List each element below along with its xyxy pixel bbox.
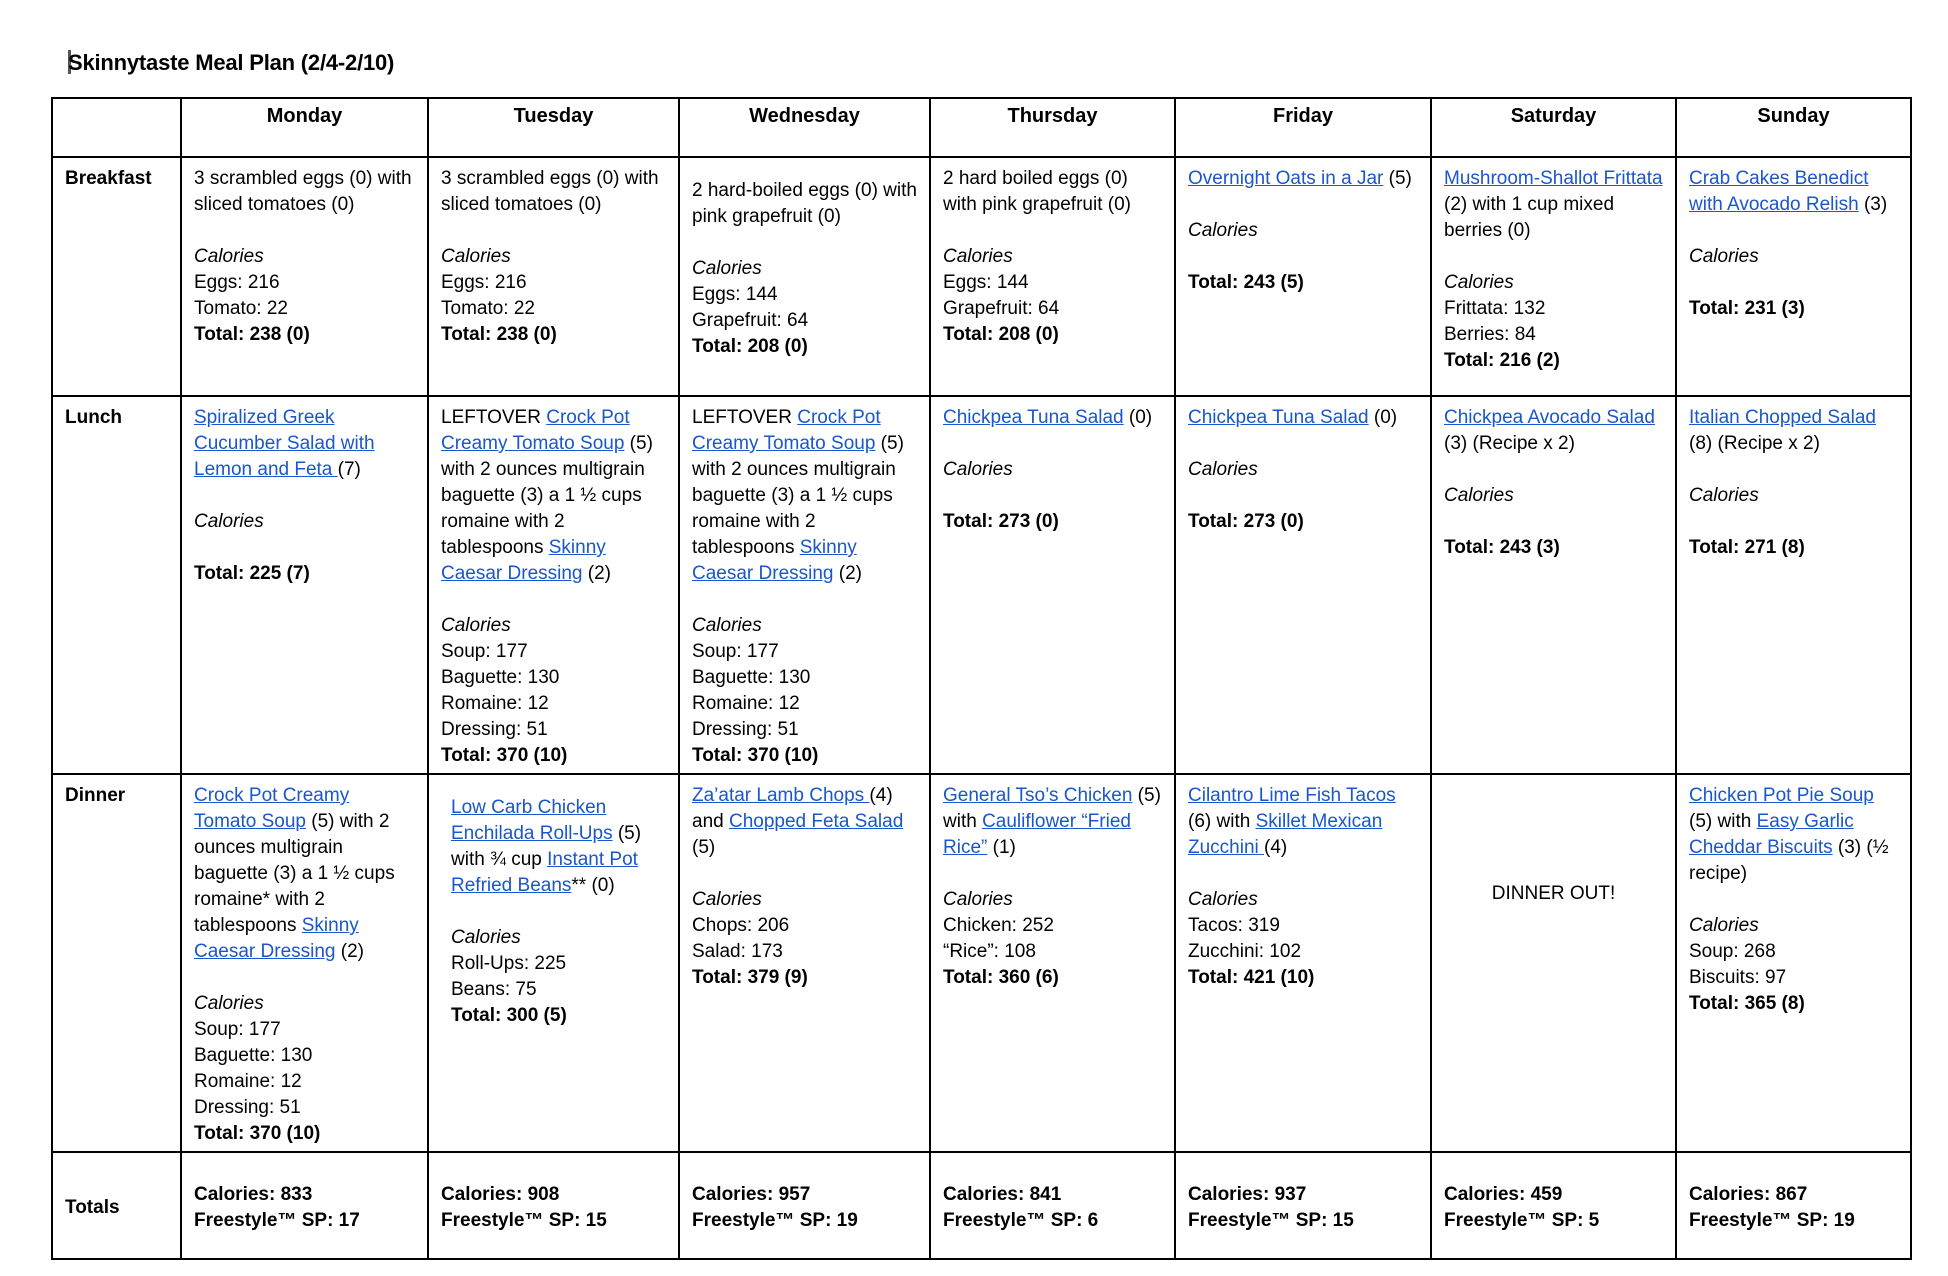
corner-cell (52, 98, 181, 157)
breakfast-friday (1175, 157, 1431, 396)
calories-label: Calories (451, 927, 521, 948)
sp-value: (5) (692, 837, 716, 858)
recipe-link[interactable]: Skinny Caesar Dressing (441, 537, 606, 584)
row-label-dinner: Dinner (52, 774, 181, 1152)
calories-label: Calories (943, 246, 1013, 267)
calorie-item: Baguette: 130 (441, 667, 560, 688)
lunch-wednesday (679, 396, 930, 774)
calories-label: Calories (1188, 459, 1258, 480)
day-header-saturday: Saturday (1431, 98, 1676, 157)
calorie-item: Dressing: 51 (441, 719, 548, 740)
sp-value: (5) (1383, 168, 1412, 189)
breakfast-saturday (1431, 157, 1676, 396)
dinner-out-note: DINNER OUT! (1491, 883, 1616, 904)
calories-label: Calories (692, 615, 762, 636)
recipe-link[interactable]: Skillet Mexican Zucchini (1188, 811, 1383, 858)
meal-total: Total: 273 (0) (1188, 511, 1304, 532)
meal-description (1689, 405, 1898, 457)
recipe-link[interactable]: Skinny Caesar Dressing (692, 537, 857, 584)
meal-text: (4) and (692, 785, 893, 832)
calorie-item: Baguette: 130 (194, 1045, 313, 1066)
recipe-link[interactable]: Instant Pot Refried Beans (451, 849, 638, 896)
row-label-breakfast: Breakfast (52, 157, 181, 396)
dinner-wednesday (679, 774, 930, 1152)
calorie-item: Romaine: 12 (692, 693, 800, 714)
recipe-link[interactable]: Cilantro Lime Fish Tacos (1188, 785, 1396, 806)
meal-total: Total: 421 (10) (1188, 967, 1315, 988)
daily-smartpoints: Freestyle™ SP: 5 (1444, 1209, 1600, 1231)
calories-label: Calories (1188, 889, 1258, 910)
recipe-link[interactable]: Mushroom-Shallot Frittata (1444, 168, 1663, 189)
recipe-link[interactable]: Easy Garlic Cheddar Biscuits (1689, 811, 1854, 858)
calorie-item: Soup: 177 (441, 641, 528, 662)
dinner-monday (181, 774, 428, 1152)
totals-tuesday (428, 1152, 679, 1259)
dinner-row (52, 774, 1911, 1152)
header-row (52, 98, 1911, 157)
totals-friday (1175, 1152, 1431, 1259)
daily-calories: Calories: 908 (441, 1183, 560, 1205)
recipe-link[interactable]: Chickpea Tuna Salad (1188, 407, 1369, 428)
daily-calories: Calories: 937 (1188, 1183, 1307, 1205)
meal-total: Total: 370 (10) (194, 1123, 321, 1144)
meal-total: Total: 208 (0) (943, 324, 1059, 345)
meal-description (943, 783, 1162, 861)
recipe-link[interactable]: Chickpea Tuna Salad (943, 407, 1124, 428)
calorie-item: Eggs: 144 (692, 284, 778, 305)
meal-total: Total: 271 (8) (1689, 537, 1805, 558)
calorie-item: Soup: 177 (194, 1019, 281, 1040)
sp-value: (1) (987, 837, 1016, 858)
meal-text: (5) with ¾ cup (451, 823, 642, 870)
day-header-friday: Friday (1175, 98, 1431, 157)
calorie-item: Tomato: 22 (194, 298, 288, 319)
recipe-link[interactable]: Skinny Caesar Dressing (194, 915, 359, 962)
calories-label: Calories (692, 258, 762, 279)
meal-total: Total: 231 (3) (1689, 298, 1805, 319)
lunch-sunday (1676, 396, 1911, 774)
calories-label: Calories (194, 511, 264, 532)
meal-total: Total: 370 (10) (441, 745, 568, 766)
calorie-item: Baguette: 130 (692, 667, 811, 688)
sp-value: (3) (½ recipe) (1689, 837, 1889, 884)
daily-calories: Calories: 841 (943, 1183, 1062, 1205)
daily-calories: Calories: 459 (1444, 1183, 1563, 1205)
meal-plan-table (51, 97, 1912, 1260)
totals-wednesday (679, 1152, 930, 1259)
calories-label: Calories (943, 459, 1013, 480)
recipe-link[interactable]: Cauliflower “Fried Rice” (943, 811, 1131, 858)
meal-description (1188, 166, 1418, 192)
meal-description (1188, 783, 1418, 861)
sp-value: (4) (1264, 837, 1288, 858)
meal-text: (6) with (1188, 811, 1256, 832)
meal-text: (5) with (943, 785, 1161, 832)
meal-description (194, 405, 415, 483)
meal-total: Total: 238 (0) (441, 324, 557, 345)
meal-description (1689, 166, 1898, 218)
meal-total: Total: 243 (3) (1444, 537, 1560, 558)
recipe-link[interactable]: Chopped Feta Salad (728, 811, 904, 832)
meal-total: Total: 365 (8) (1689, 993, 1805, 1014)
meal-text: (2) with 1 cup mixed berries (0) (1444, 194, 1615, 241)
recipe-link[interactable]: Crock Pot Creamy Tomato Soup (441, 407, 630, 454)
calories-label: Calories (1689, 485, 1759, 506)
row-label-totals: Totals (52, 1152, 181, 1259)
leftover-label: LEFTOVER (692, 407, 798, 428)
meal-description (692, 405, 917, 587)
meal-text: (5) with 2 ounces multigrain baguette (3) a 1 ½ cups romaine with 2 tablespoons (692, 433, 904, 558)
calorie-item: Eggs: 216 (194, 272, 280, 293)
meal-text: (5) with (1689, 811, 1757, 832)
calorie-item: Eggs: 144 (943, 272, 1029, 293)
calorie-item: Zucchini: 102 (1188, 941, 1302, 962)
dinner-sunday (1676, 774, 1911, 1152)
daily-calories: Calories: 957 (692, 1183, 811, 1205)
recipe-link[interactable]: Overnight Oats in a Jar (1188, 168, 1384, 189)
breakfast-sunday (1676, 157, 1911, 396)
calorie-item: Dressing: 51 (194, 1097, 301, 1118)
dinner-tuesday (428, 774, 679, 1152)
totals-sunday (1676, 1152, 1911, 1259)
sp-value: (0) (1123, 407, 1153, 428)
recipe-link[interactable]: General Tso’s Chicken (943, 785, 1133, 806)
meal-description: 2 hard boiled eggs (0) with pink grapefruit (0) (943, 168, 1131, 215)
sp-value: ** (0) (571, 875, 615, 896)
meal-description: 2 hard-boiled eggs (0) with pink grapefruit (0) (692, 180, 917, 227)
lunch-thursday (930, 396, 1175, 774)
calorie-item: Beans: 75 (451, 979, 537, 1000)
recipe-link[interactable]: Za’atar Lamb Chops (692, 785, 870, 806)
recipe-link[interactable]: Chickpea Avocado Salad (1444, 407, 1655, 428)
meal-description (1444, 166, 1663, 244)
calories-label: Calories (1444, 272, 1514, 293)
calorie-item: Salad: 173 (692, 941, 783, 962)
recipe-link[interactable]: Spiralized Greek Cucumber Salad with Lemon and Feta (194, 407, 375, 480)
meal-total: Total: 360 (6) (943, 967, 1059, 988)
recipe-link[interactable]: Chicken Pot Pie Soup (1689, 785, 1874, 806)
day-header-wednesday: Wednesday (679, 98, 930, 157)
calorie-item: Romaine: 12 (194, 1071, 302, 1092)
meal-description (1188, 405, 1418, 431)
breakfast-tuesday (428, 157, 679, 396)
dinner-saturday (1431, 774, 1676, 1152)
breakfast-thursday (930, 157, 1175, 396)
totals-thursday (930, 1152, 1175, 1259)
calorie-item: “Rice”: 108 (943, 941, 1036, 962)
daily-smartpoints: Freestyle™ SP: 15 (1188, 1209, 1354, 1231)
recipe-link[interactable]: Low Carb Chicken Enchilada Roll-Ups (451, 797, 613, 844)
day-header-thursday: Thursday (930, 98, 1175, 157)
daily-smartpoints: Freestyle™ SP: 6 (943, 1209, 1099, 1231)
recipe-link[interactable]: Crock Pot Creamy Tomato Soup (692, 407, 881, 454)
page-title-text: Skinnytaste Meal Plan (2/4-2/10) (68, 50, 395, 75)
meal-description (441, 405, 666, 587)
calorie-item: Chicken: 252 (943, 915, 1054, 936)
calories-label: Calories (692, 889, 762, 910)
calories-label: Calories (194, 993, 264, 1014)
breakfast-wednesday (679, 157, 930, 396)
row-label-lunch: Lunch (52, 396, 181, 774)
meal-description (1689, 783, 1898, 887)
calories-label: Calories (943, 889, 1013, 910)
daily-smartpoints: Freestyle™ SP: 19 (692, 1209, 858, 1231)
lunch-row (52, 396, 1911, 774)
lunch-friday (1175, 396, 1431, 774)
calorie-item: Romaine: 12 (441, 693, 549, 714)
calories-label: Calories (194, 246, 264, 267)
sp-value: (0) (1368, 407, 1398, 428)
dinner-thursday (930, 774, 1175, 1152)
meal-total: Total: 243 (5) (1188, 272, 1304, 293)
day-header-monday: Monday (181, 98, 428, 157)
meal-total: Total: 370 (10) (692, 745, 819, 766)
meal-total: Total: 379 (9) (692, 967, 808, 988)
calories-label: Calories (1689, 246, 1759, 267)
meal-description (451, 795, 666, 899)
calories-label: Calories (1188, 220, 1258, 241)
recipe-link[interactable]: Crab Cakes Benedict with Avocado Relish (1689, 168, 1869, 215)
lunch-tuesday (428, 396, 679, 774)
meal-total: Total: 300 (5) (451, 1005, 567, 1026)
meal-description (194, 783, 415, 965)
calorie-item: Soup: 177 (692, 641, 779, 662)
calorie-item: Grapefruit: 64 (692, 310, 809, 331)
day-header-tuesday: Tuesday (428, 98, 679, 157)
page-title (68, 50, 394, 76)
recipe-link[interactable]: Italian Chopped Salad (1689, 407, 1876, 428)
meal-total: Total: 238 (0) (194, 324, 310, 345)
leftover-label: LEFTOVER (441, 407, 547, 428)
calorie-item: Berries: 84 (1444, 324, 1536, 345)
calories-label: Calories (441, 615, 511, 636)
calorie-item: Chops: 206 (692, 915, 790, 936)
meal-total: Total: 216 (2) (1444, 350, 1560, 371)
daily-smartpoints: Freestyle™ SP: 17 (194, 1209, 360, 1231)
day-header-sunday: Sunday (1676, 98, 1911, 157)
sp-value: (8) (Recipe x 2) (1689, 433, 1820, 454)
calories-label: Calories (1444, 485, 1514, 506)
calorie-item: Grapefruit: 64 (943, 298, 1060, 319)
daily-smartpoints: Freestyle™ SP: 15 (441, 1209, 607, 1231)
meal-description (1444, 405, 1663, 457)
calories-label: Calories (1689, 915, 1759, 936)
daily-calories: Calories: 833 (194, 1183, 313, 1205)
totals-monday (181, 1152, 428, 1259)
calorie-item: Dressing: 51 (692, 719, 799, 740)
daily-smartpoints: Freestyle™ SP: 19 (1689, 1209, 1855, 1231)
sp-value: (3) (Recipe x 2) (1444, 433, 1575, 454)
sp-value: (3) (1858, 194, 1888, 215)
sp-value: (2) (335, 941, 364, 962)
calorie-item: Soup: 268 (1689, 941, 1776, 962)
meal-description: 3 scrambled eggs (0) with sliced tomatoes (0) (194, 168, 412, 215)
lunch-monday (181, 396, 428, 774)
sp-value: (7) (337, 459, 361, 480)
calorie-item: Tomato: 22 (441, 298, 535, 319)
meal-total: Total: 273 (0) (943, 511, 1059, 532)
meal-total: Total: 208 (0) (692, 336, 808, 357)
calorie-item: Tacos: 319 (1188, 915, 1280, 936)
recipe-link[interactable]: Crock Pot Creamy Tomato Soup (194, 785, 350, 832)
meal-description (692, 783, 917, 861)
meal-text: (5) with 2 ounces multigrain baguette (3) a 1 ½ cups romaine with 2 tablespoons (441, 433, 653, 558)
calories-label: Calories (441, 246, 511, 267)
daily-calories: Calories: 867 (1689, 1183, 1808, 1205)
meal-description (943, 405, 1162, 431)
sp-value: (2) (833, 563, 862, 584)
meal-text: (5) with 2 ounces multigrain baguette (3) a 1 ½ cups romaine* with 2 tablespoons (194, 811, 395, 936)
breakfast-row (52, 157, 1911, 396)
lunch-saturday (1431, 396, 1676, 774)
calorie-item: Roll-Ups: 225 (451, 953, 567, 974)
calorie-item: Eggs: 216 (441, 272, 527, 293)
calorie-item: Frittata: 132 (1444, 298, 1546, 319)
meal-total: Total: 225 (7) (194, 563, 310, 584)
meal-description: 3 scrambled eggs (0) with sliced tomatoes (0) (441, 168, 659, 215)
sp-value: (2) (582, 563, 611, 584)
breakfast-monday (181, 157, 428, 396)
calorie-item: Biscuits: 97 (1689, 967, 1787, 988)
totals-saturday (1431, 1152, 1676, 1259)
dinner-friday (1175, 774, 1431, 1152)
totals-row (52, 1152, 1911, 1259)
